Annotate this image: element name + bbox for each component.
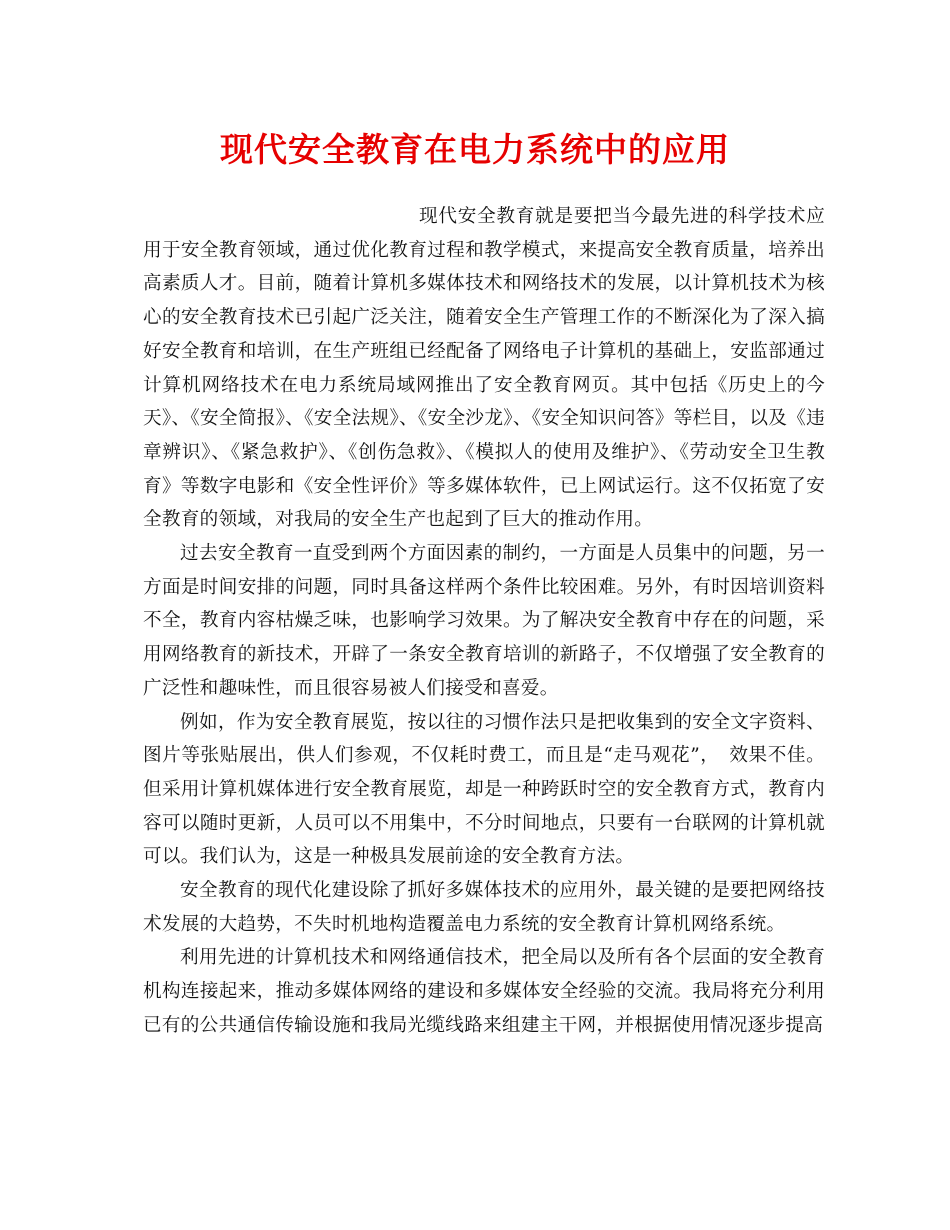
document-body: [143, 200, 825, 1043]
paragraph-1: 现代安全教育就是要把当今最先进的科学技术应用于安全教育领域，通过优化教育过程和教学模式，来提高安全教育质量，培养出高素质人才。目前，随着计算机多媒体技术和网络技术的发展，以计算机技术为核心的安全教育技术已引起广泛关注，随着安全生产管理工作的不断深化为了深入搞好安全教育和培训，在生产班组已经配备了网络电子计算机的基础上，安监部通过计算机网络技术在电力系统局域网推出了安全教育网页。其中包括《历史上的今天》、《安全简报》、《安全法规》、《安全沙龙》、《安全知识问答》等栏目，以及《违章辨识》、《紧急救护》、《创伤急救》、《模拟人的使用及维护》、《劳动安全卫生教育》等数字电影和《安全性评价》等多媒体软件，已上网试运行。这不仅拓宽了安全教育的领域，对我局的安全生产也起到了巨大的推动作用。: [143, 206, 825, 531]
page-title: 现代安全教育在电力系统中的应用: [220, 130, 730, 169]
paragraph-5: 利用先进的计算机技术和网络通信技术，把全局以及所有各个层面的安全教育机构连接起来，推动多媒体网络的建设和多媒体安全经验的交流。我局将充分利用已有的公共通信传输设施和我局光缆线路来组建主干网，并根据使用情况逐步提高: [143, 947, 825, 1036]
paragraph-4: 安全教育的现代化建设除了抓好多媒体技术的应用外，最关键的是要把网络技术发展的大趋势，不失时机地构造覆盖电力系统的安全教育计算机网络系统。: [143, 880, 825, 935]
paragraph-2: 过去安全教育一直受到两个方面因素的制约，一方面是人员集中的问题，另一方面是时间安排的问题，同时具备这样两个条件比较困难。另外，有时因培训资料不全，教育内容枯燥乏味，也影响学习效果。为了解决安全教育中存在的问题，采用网络教育的新技术，开辟了一条安全教育培训的新路子，不仅增强了安全教育的广泛性和趣味性，而且很容易被人们接受和喜爱。: [143, 543, 825, 699]
paragraph-3: 例如，作为安全教育展览，按以往的习惯作法只是把收集到的安全文字资料、图片等张贴展出，供人们参观，不仅耗时费工，而且是“走马观花”， 效果不佳。但采用计算机媒体进行安全教育展览，却是一种跨跃时空的安全教育方式，教育内容可以随时更新，人员可以不用集中，不分时间地点，只要有一台联网的计算机就可以。我们认为，这是一种极具发展前途的安全教育方法。: [143, 711, 825, 868]
